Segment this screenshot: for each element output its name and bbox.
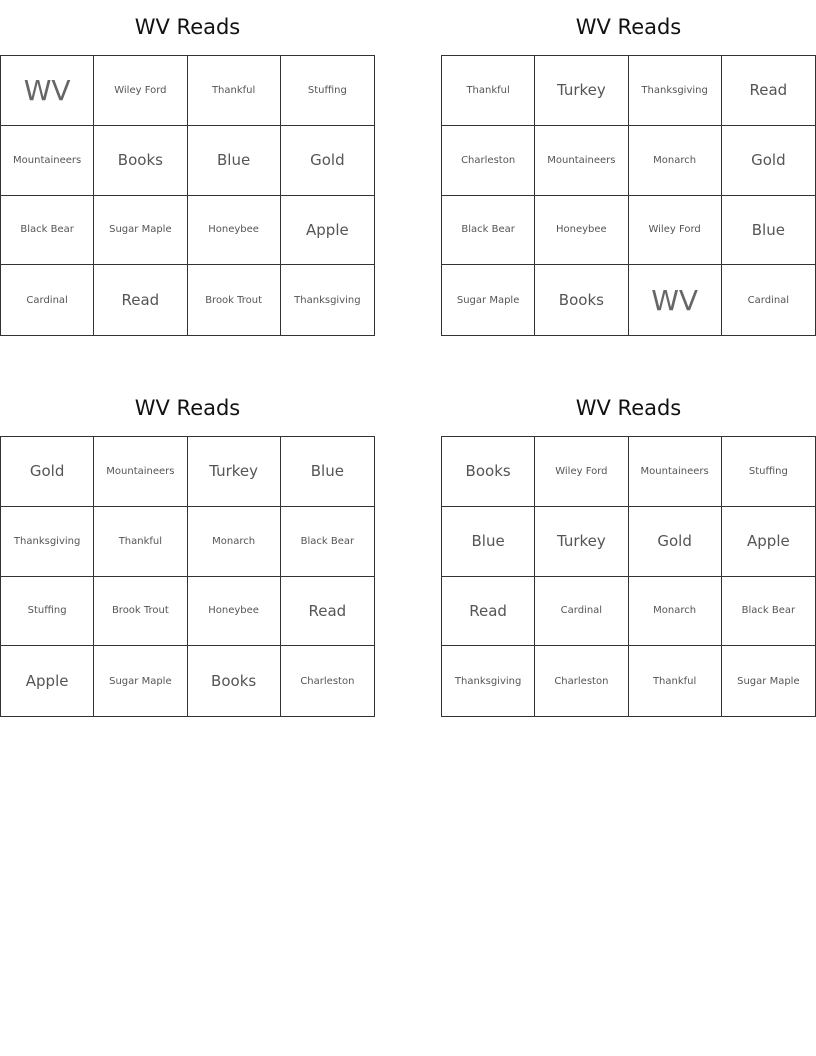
bingo-cell: Stuffing [1, 577, 94, 647]
bingo-cell: Gold [722, 126, 815, 196]
bingo-cell: Apple [1, 646, 94, 716]
bingo-cell: Mountaineers [629, 437, 722, 507]
bingo-grid [0, 55, 375, 336]
bingo-cell: Charleston [535, 646, 628, 716]
bingo-cell: Thankful [94, 507, 187, 577]
bingo-cell: Apple [281, 196, 374, 266]
bingo-cell: Sugar Maple [94, 196, 187, 266]
bingo-cell: Cardinal [1, 265, 94, 335]
free-space: WV [1, 56, 94, 126]
bingo-cell: Charleston [442, 126, 535, 196]
bingo-cell: Blue [188, 126, 281, 196]
bingo-cell: Books [442, 437, 535, 507]
bingo-cell: Mountaineers [94, 437, 187, 507]
bingo-grid [0, 436, 375, 717]
bingo-cell: Wiley Ford [629, 196, 722, 266]
bingo-cell: Sugar Maple [737, 675, 800, 687]
bingo-cell: Cardinal [535, 577, 628, 647]
bingo-cell: Charleston [300, 675, 355, 687]
bingo-cell: Black Bear [722, 577, 815, 647]
bingo-cell: Monarch [629, 126, 722, 196]
bingo-grid [441, 436, 816, 717]
bingo-cell: Sugar Maple [94, 646, 187, 716]
bingo-cell: Blue [281, 437, 374, 507]
bingo-cell: Gold [629, 507, 722, 577]
bingo-cell: Brook Trout [94, 577, 187, 647]
bingo-cell: Wiley Ford [535, 437, 628, 507]
card-title: WV Reads [134, 15, 241, 39]
bingo-cell: Black Bear [281, 507, 374, 577]
bingo-cell: Thanksgiving [442, 646, 535, 716]
bingo-cell: Black Bear [442, 196, 535, 266]
bingo-cell: Wiley Ford [94, 56, 187, 126]
bingo-cell: Read [442, 577, 535, 647]
bingo-cell: Mountaineers [1, 126, 94, 196]
bingo-cell: Thankful [442, 56, 535, 126]
bingo-cell: Mountaineers [535, 126, 628, 196]
bingo-cell: Thanksgiving [629, 56, 722, 126]
bingo-cell: Gold [1, 437, 94, 507]
bingo-cell: Thankful [188, 56, 281, 126]
bingo-cell: Read [94, 265, 187, 335]
bingo-cell: Blue [442, 507, 535, 577]
free-space: WV [629, 265, 722, 335]
bingo-cell: Thankful [629, 646, 722, 716]
bingo-cell: Thanksgiving [1, 507, 94, 577]
card-title: WV Reads [575, 15, 682, 39]
bingo-cell: Turkey [188, 437, 281, 507]
bingo-cell: Books [535, 265, 628, 335]
bingo-cell: Honeybee [188, 577, 281, 647]
bingo-cell: Blue [722, 196, 815, 266]
card-title: WV Reads [575, 396, 682, 420]
bingo-cell: Books [94, 126, 187, 196]
bingo-cell: Apple [722, 507, 815, 577]
bingo-cell: Gold [281, 126, 374, 196]
bingo-cell: Turkey [535, 56, 628, 126]
bingo-cell: Black Bear [1, 196, 94, 266]
bingo-cell: Stuffing [722, 437, 815, 507]
bingo-cell: Stuffing [281, 56, 374, 126]
bingo-cell: Sugar Maple [442, 265, 535, 335]
bingo-cell: Read [722, 56, 815, 126]
bingo-cell: Turkey [535, 507, 628, 577]
bingo-cell: Monarch [629, 577, 722, 647]
bingo-cell: Books [188, 646, 281, 716]
bingo-cell: Thanksgiving [294, 294, 361, 306]
bingo-cell: Honeybee [535, 196, 628, 266]
bingo-cell: Cardinal [747, 294, 790, 306]
bingo-cell: Read [281, 577, 374, 647]
bingo-cell: Brook Trout [188, 265, 281, 335]
card-title: WV Reads [134, 396, 241, 420]
bingo-cell: Monarch [188, 507, 281, 577]
bingo-cell: Honeybee [188, 196, 281, 266]
bingo-grid [441, 55, 816, 336]
